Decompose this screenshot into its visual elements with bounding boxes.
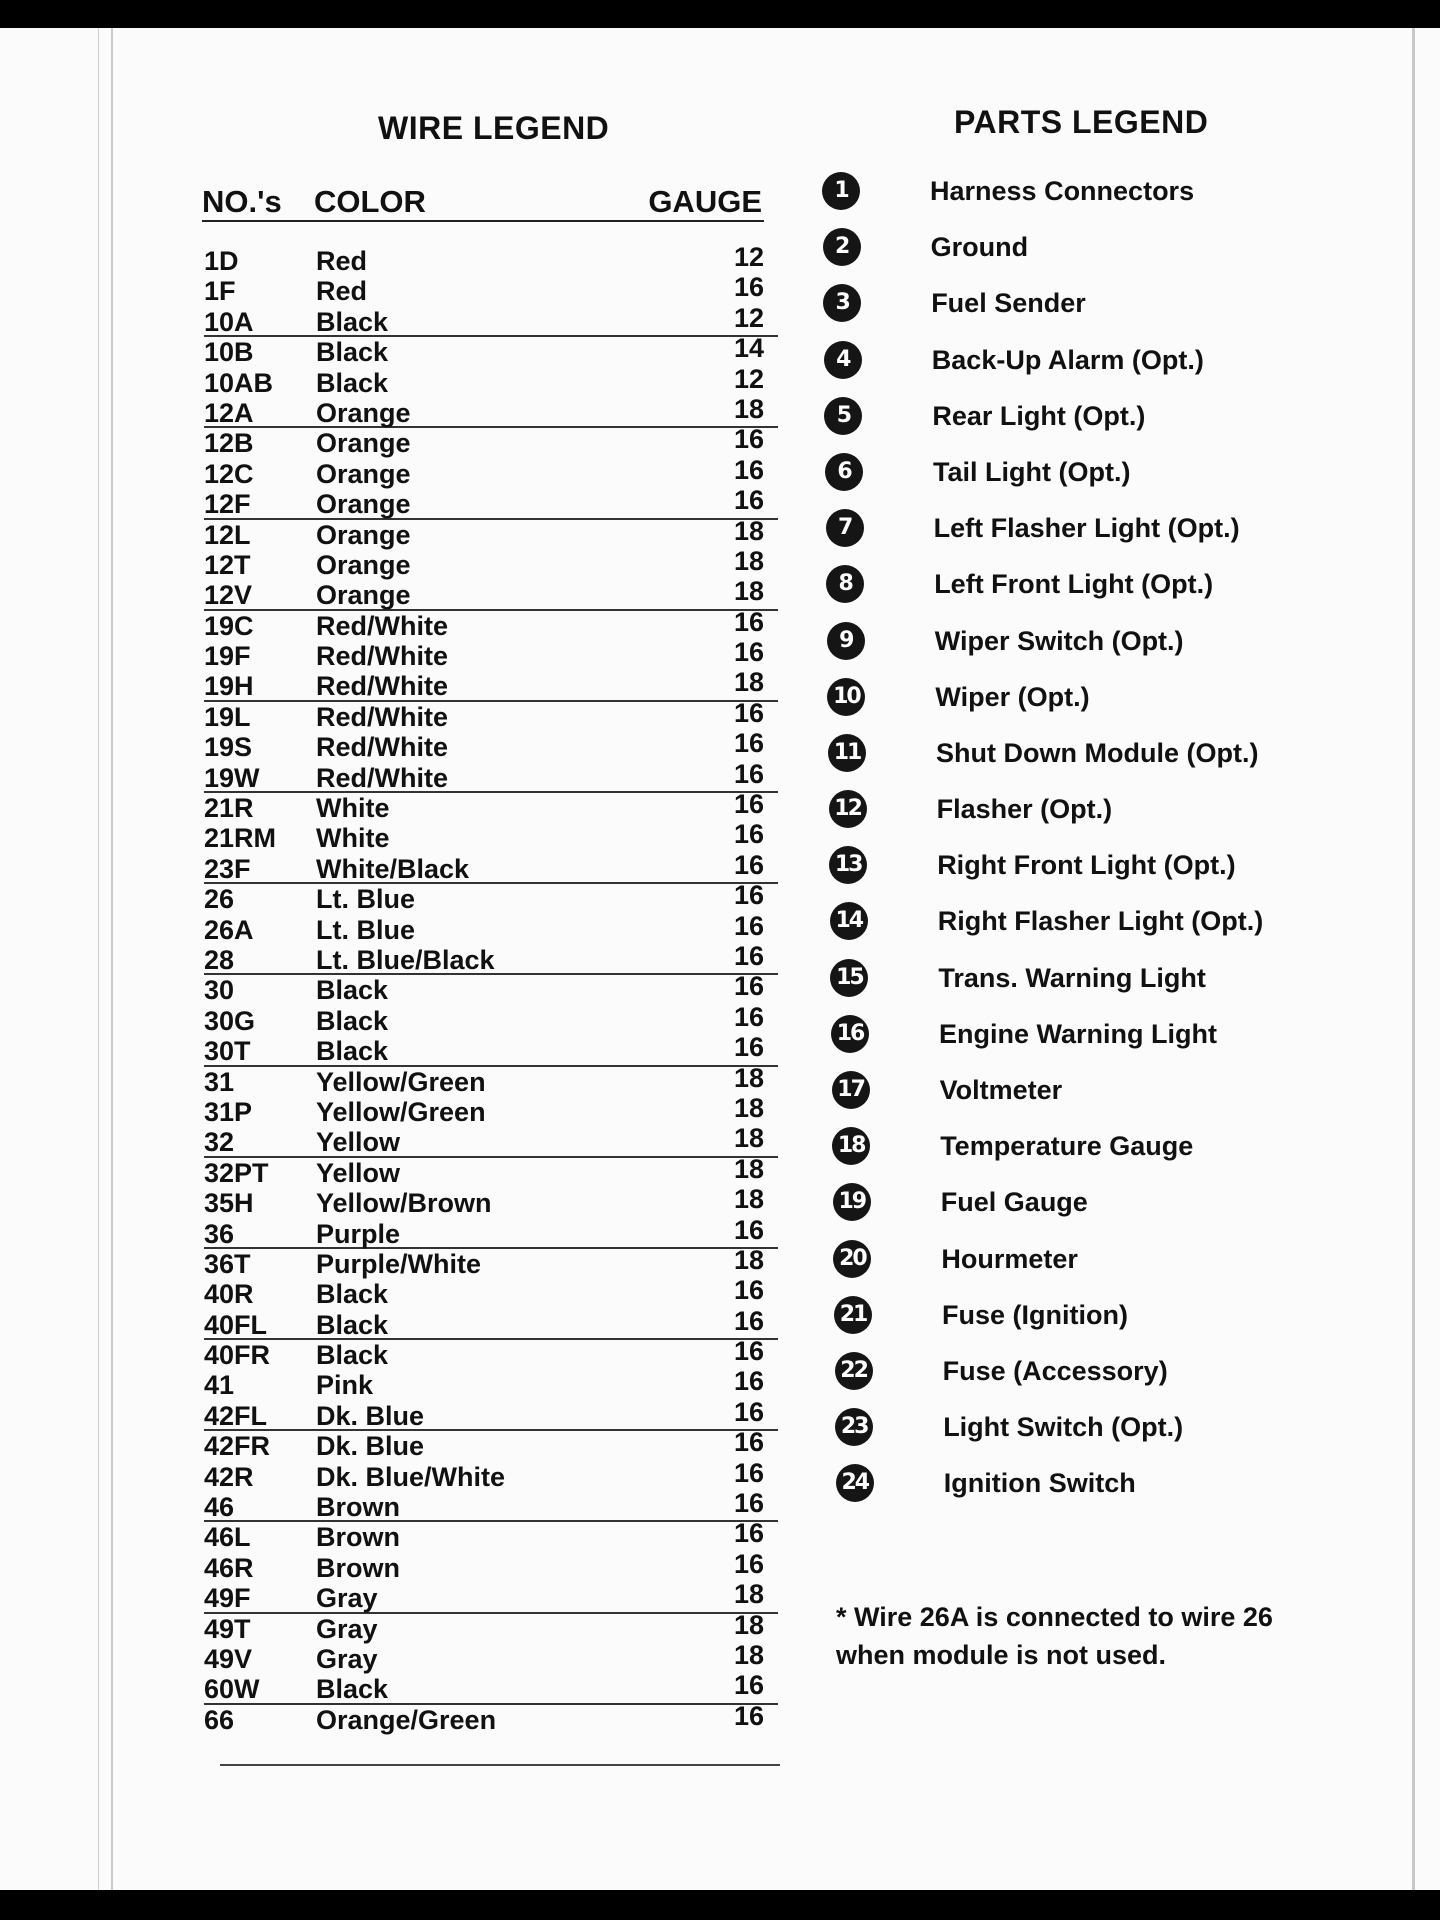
list-item	[829, 790, 1382, 846]
wire-color-cell: Yellow/Brown	[316, 1188, 492, 1219]
wire-color-cell: Gray	[316, 1613, 378, 1644]
wire-legend-title: WIRE LEGEND	[378, 110, 610, 146]
table-row	[204, 697, 778, 732]
wire-gauge-cell: 16	[733, 849, 764, 880]
wire-color-cell: Yellow/Green	[316, 1066, 486, 1097]
table-row	[204, 1457, 778, 1492]
scan-edge	[1412, 28, 1415, 1890]
table-row	[204, 1670, 778, 1705]
table-row	[204, 272, 778, 307]
wire-color-cell: Orange	[316, 397, 411, 428]
list-item	[836, 1464, 1382, 1520]
header-color: COLOR	[314, 184, 426, 219]
wire-gauge-cell: 16	[733, 1700, 764, 1731]
wire-no-cell: 42FR	[204, 1431, 271, 1462]
part-number-badge: 17	[832, 1071, 870, 1109]
part-label: Fuse (Ignition)	[942, 1299, 1128, 1330]
part-number-badge: 10	[827, 678, 865, 716]
wire-no-cell: 46	[204, 1492, 235, 1523]
part-number-badge: 20	[833, 1240, 871, 1278]
wire-gauge-cell: 12	[733, 302, 764, 333]
wire-gauge-cell: 16	[733, 1518, 764, 1549]
footnote	[836, 1598, 1376, 1674]
part-label: Wiper (Opt.)	[935, 681, 1090, 712]
wire-gauge-cell: 16	[733, 1214, 764, 1245]
part-label: Right Flasher Light (Opt.)	[937, 906, 1264, 937]
list-item	[825, 453, 1382, 509]
wire-no-cell: 10B	[204, 337, 254, 368]
wire-gauge-cell: 16	[733, 1305, 764, 1336]
wire-no-cell: 46L	[204, 1522, 251, 1553]
list-item	[830, 959, 1382, 1015]
wire-gauge-cell: 18	[733, 545, 764, 576]
wire-no-cell: 49F	[204, 1583, 251, 1614]
table-row	[204, 1062, 778, 1097]
part-number-badge: 14	[830, 902, 868, 940]
wire-color-cell: Purple/White	[316, 1248, 482, 1279]
wire-gauge-cell: 16	[733, 1032, 764, 1063]
wire-color-cell: Black	[316, 337, 389, 368]
wire-color-cell: Gray	[316, 1643, 378, 1674]
table-row	[204, 849, 778, 884]
footnote-line: * Wire 26A is connected to wire 26	[836, 1602, 1273, 1632]
part-label: Ignition Switch	[943, 1468, 1136, 1499]
wire-no-cell: 40FL	[204, 1309, 268, 1340]
part-label: Fuse (Accessory)	[942, 1355, 1168, 1386]
part-number-badge: 21	[834, 1296, 872, 1334]
wire-gauge-cell: 12	[733, 363, 764, 394]
table-row	[204, 940, 778, 975]
table-row	[204, 606, 778, 641]
table-row	[204, 1336, 778, 1371]
wire-no-cell: 12C	[204, 458, 254, 489]
wire-gauge-cell: 16	[733, 1427, 764, 1458]
part-number-badge: 19	[833, 1183, 871, 1221]
list-item	[832, 1071, 1382, 1127]
wire-no-cell: 60W	[204, 1674, 260, 1705]
wire-no-cell: 12B	[204, 428, 254, 459]
wire-gauge-cell: 18	[733, 1244, 764, 1275]
wire-gauge-cell: 16	[733, 1366, 764, 1397]
table-row	[204, 789, 778, 824]
wire-no-cell: 10AB	[204, 367, 274, 398]
table-row	[204, 1032, 778, 1067]
list-item	[824, 341, 1382, 397]
part-number-badge: 15	[830, 959, 868, 997]
wire-color-cell: Yellow	[316, 1157, 401, 1188]
table-row	[204, 1396, 778, 1431]
wire-no-cell: 10A	[204, 306, 254, 337]
wire-no-cell: 30T	[204, 1036, 251, 1067]
wire-no-cell: 40R	[204, 1279, 254, 1310]
wire-color-cell: Brown	[316, 1552, 400, 1583]
wire-gauge-cell: 18	[733, 1184, 764, 1215]
wire-color-cell: Orange	[316, 580, 411, 611]
table-row	[204, 363, 778, 398]
list-item	[822, 172, 1382, 228]
table-row	[204, 1092, 778, 1127]
wire-no-cell: 30	[204, 975, 235, 1006]
wire-no-cell: 12A	[204, 397, 254, 428]
wire-color-cell: Dk. Blue	[316, 1431, 425, 1462]
wire-legend-table	[204, 242, 778, 1735]
wire-no-cell: 49V	[204, 1643, 253, 1674]
part-label: Engine Warning Light	[939, 1018, 1217, 1049]
list-item	[832, 1127, 1382, 1183]
table-row	[204, 1366, 778, 1401]
wire-color-cell: Black	[316, 367, 389, 398]
table-row	[204, 1427, 778, 1462]
scan-edge	[98, 28, 99, 1890]
wire-gauge-cell: 18	[733, 1062, 764, 1093]
wire-color-cell: Brown	[316, 1522, 400, 1553]
table-row	[204, 1275, 778, 1310]
part-label: Ground	[930, 232, 1029, 263]
table-row	[204, 424, 778, 459]
part-number-badge: 8	[826, 565, 864, 603]
wire-gauge-cell: 18	[733, 576, 764, 607]
wire-no-cell: 19C	[204, 610, 254, 641]
wire-no-cell: 28	[204, 944, 235, 975]
part-label: Light Switch (Opt.)	[943, 1412, 1184, 1443]
wire-color-cell: Red/White	[316, 641, 448, 672]
wire-color-cell: Orange	[316, 458, 411, 489]
wire-gauge-cell: 16	[733, 454, 764, 485]
part-label: Harness Connectors	[930, 176, 1195, 206]
list-item	[823, 284, 1382, 340]
table-row	[204, 454, 778, 489]
wire-no-cell: 23F	[204, 853, 251, 884]
wire-color-cell: Black	[316, 1005, 389, 1036]
wire-color-cell: Brown	[316, 1492, 400, 1523]
table-row	[204, 1518, 778, 1553]
part-label: Flasher (Opt.)	[936, 794, 1113, 825]
part-label: Wiper Switch (Opt.)	[934, 625, 1184, 656]
list-item	[829, 846, 1382, 902]
part-number-badge: 5	[824, 397, 862, 435]
table-row	[204, 1548, 778, 1583]
part-label: Trans. Warning Light	[938, 962, 1206, 993]
part-number-badge: 11	[828, 734, 866, 772]
part-number-badge: 23	[835, 1408, 873, 1446]
wire-color-cell: Red/White	[316, 671, 448, 702]
wire-gauge-cell: 16	[733, 485, 764, 516]
wire-no-cell: 66	[204, 1704, 235, 1735]
wire-no-cell: 12T	[204, 549, 251, 580]
wire-gauge-cell: 16	[733, 728, 764, 759]
part-number-badge: 16	[831, 1015, 869, 1053]
wire-color-cell: Black	[316, 306, 389, 337]
parts-legend-list	[822, 172, 1382, 1521]
table-row	[204, 667, 778, 702]
wire-gauge-cell: 16	[733, 637, 764, 668]
part-label: Left Front Light (Opt.)	[934, 569, 1214, 600]
part-label: Fuel Gauge	[940, 1187, 1088, 1218]
part-number-badge: 13	[829, 846, 867, 884]
table-row	[204, 1001, 778, 1036]
table-row	[204, 1244, 778, 1279]
wire-color-cell: Black	[316, 1279, 389, 1310]
wire-no-cell: 19W	[204, 762, 260, 793]
wire-no-cell: 40FR	[204, 1340, 271, 1371]
table-row	[204, 758, 778, 793]
wire-gauge-cell: 18	[733, 667, 764, 698]
part-label: Hourmeter	[941, 1243, 1078, 1274]
wire-no-cell: 49T	[204, 1613, 251, 1644]
wire-gauge-cell: 16	[733, 272, 764, 303]
part-number-badge: 2	[823, 228, 861, 266]
wire-no-cell: 32	[204, 1127, 235, 1158]
table-row	[204, 1305, 778, 1340]
part-number-badge: 1	[822, 172, 860, 210]
wire-color-cell: Yellow	[316, 1127, 401, 1158]
wire-gauge-cell: 16	[733, 1396, 764, 1427]
list-item	[827, 678, 1382, 734]
wire-no-cell: 36	[204, 1218, 235, 1249]
wire-no-cell: 21RM	[204, 823, 277, 854]
part-label: Tail Light (Opt.)	[933, 456, 1131, 487]
wire-no-cell: 31P	[204, 1096, 253, 1127]
wire-gauge-cell: 16	[733, 1001, 764, 1032]
wire-no-cell: 26	[204, 884, 235, 915]
list-item	[824, 397, 1382, 453]
parts-legend-title: PARTS LEGEND	[954, 104, 1209, 140]
list-item	[834, 1296, 1382, 1352]
list-item	[833, 1183, 1382, 1239]
table-row	[204, 819, 778, 854]
table-row	[204, 242, 778, 276]
part-label: Shut Down Module (Opt.)	[936, 737, 1259, 768]
part-number-badge: 12	[829, 790, 867, 828]
wire-color-cell: Lt. Blue	[316, 884, 415, 915]
wire-no-cell: 32PT	[204, 1157, 269, 1188]
wire-gauge-cell: 16	[733, 1275, 764, 1306]
wire-no-cell: 19F	[204, 641, 251, 672]
part-number-badge: 22	[835, 1352, 873, 1390]
wire-color-cell: Black	[316, 1036, 389, 1067]
table-row	[204, 1123, 778, 1158]
wire-gauge-cell: 16	[733, 880, 764, 911]
wire-gauge-cell: 18	[733, 515, 764, 546]
wire-no-cell: 26A	[204, 914, 254, 945]
wire-no-cell: 19S	[204, 732, 253, 763]
header-no: NO.'s	[202, 184, 282, 219]
wire-color-cell: Dk. Blue/White	[316, 1461, 506, 1492]
list-item	[835, 1408, 1382, 1464]
wire-color-cell: Gray	[316, 1583, 378, 1614]
wire-color-cell: Orange	[316, 549, 411, 580]
wire-color-cell: Orange	[316, 428, 411, 459]
wire-no-cell: 31	[204, 1066, 235, 1097]
wire-legend-header	[202, 176, 764, 222]
wire-no-cell: 36T	[204, 1248, 251, 1279]
wire-no-cell: 19L	[204, 701, 251, 732]
part-label: Temperature Gauge	[940, 1131, 1194, 1162]
wire-gauge-cell: 18	[733, 1639, 764, 1670]
wire-color-cell: Red/White	[316, 762, 448, 793]
list-item	[827, 622, 1382, 678]
list-item	[833, 1240, 1382, 1296]
wire-color-cell: Yellow/Green	[316, 1096, 486, 1127]
wire-gauge-cell: 16	[733, 1488, 764, 1519]
wire-gauge-cell: 16	[733, 819, 764, 850]
wire-color-cell: Lt. Blue/Black	[316, 944, 495, 975]
wire-no-cell: 19H	[204, 671, 254, 702]
wire-color-cell: Black	[316, 1674, 389, 1705]
footnote-line: when module is not used.	[836, 1640, 1167, 1670]
wire-color-cell: Red/White	[316, 610, 448, 641]
list-item	[828, 734, 1382, 790]
list-item	[823, 228, 1382, 284]
wire-gauge-cell: 16	[733, 1457, 764, 1488]
wire-no-cell: 12V	[204, 580, 253, 611]
list-item	[830, 902, 1382, 958]
wire-gauge-cell: 16	[733, 1548, 764, 1579]
wire-color-cell: Orange/Green	[316, 1704, 497, 1735]
wire-no-cell: 1D	[204, 246, 239, 276]
table-row	[204, 333, 778, 368]
table-row	[204, 1700, 778, 1735]
wire-gauge-cell: 18	[733, 1123, 764, 1154]
wire-color-cell: Lt. Blue	[316, 914, 415, 945]
part-number-badge: 7	[826, 509, 864, 547]
part-label: Rear Light (Opt.)	[932, 400, 1146, 431]
table-row	[204, 576, 778, 611]
wire-no-cell: 12F	[204, 489, 251, 520]
wire-gauge-cell: 16	[733, 758, 764, 789]
table-row	[204, 1639, 778, 1674]
wire-gauge-cell: 12	[733, 242, 764, 272]
part-number-badge: 18	[832, 1127, 870, 1165]
wire-no-cell: 35H	[204, 1188, 254, 1219]
table-row	[204, 728, 778, 763]
list-item	[826, 509, 1382, 565]
wire-color-cell: Dk. Blue	[316, 1400, 425, 1431]
wire-color-cell: Black	[316, 975, 389, 1006]
table-row	[204, 302, 778, 337]
scan-edge	[111, 28, 113, 1890]
wire-color-cell: Orange	[316, 489, 411, 520]
part-label: Left Flasher Light (Opt.)	[933, 513, 1240, 544]
part-number-badge: 24	[836, 1464, 874, 1502]
part-number-badge: 6	[825, 453, 863, 491]
wire-no-cell: 12L	[204, 519, 251, 550]
table-row	[204, 1184, 778, 1219]
wire-no-cell: 46R	[204, 1552, 254, 1583]
part-label: Right Front Light (Opt.)	[937, 850, 1236, 881]
table-row	[204, 1153, 778, 1188]
wire-no-cell: 42FL	[204, 1400, 268, 1431]
wire-gauge-cell: 16	[733, 789, 764, 820]
wire-gauge-cell: 16	[733, 697, 764, 728]
wire-gauge-cell: 16	[733, 424, 764, 455]
wire-no-cell: 21R	[204, 793, 254, 824]
part-label: Fuel Sender	[931, 288, 1086, 319]
table-row	[204, 1488, 778, 1523]
wire-gauge-cell: 14	[733, 333, 764, 364]
table-row	[204, 515, 778, 550]
wire-gauge-cell: 18	[733, 1609, 764, 1640]
table-row	[204, 1579, 778, 1614]
table-row	[204, 1214, 778, 1249]
divider	[220, 1764, 780, 1766]
wire-color-cell: Purple	[316, 1218, 401, 1249]
wire-color-cell: Black	[316, 1340, 389, 1371]
wire-gauge-cell: 16	[733, 1336, 764, 1367]
wire-no-cell: 42R	[204, 1461, 254, 1492]
table-row	[204, 1609, 778, 1644]
wire-gauge-cell: 16	[733, 971, 764, 1002]
wire-gauge-cell: 16	[733, 910, 764, 941]
table-row	[204, 880, 778, 915]
wire-no-cell: 30G	[204, 1005, 256, 1036]
table-row	[204, 393, 778, 428]
table-row	[204, 485, 778, 520]
wire-color-cell: Red	[316, 246, 368, 276]
list-item	[826, 565, 1382, 621]
part-label: Back-Up Alarm (Opt.)	[931, 344, 1204, 375]
wire-gauge-cell: 16	[733, 940, 764, 971]
wire-color-cell: Red	[316, 276, 368, 307]
list-item	[831, 1015, 1382, 1071]
part-number-badge: 4	[824, 341, 862, 379]
wire-color-cell: Black	[316, 1309, 389, 1340]
wire-color-cell: White	[316, 823, 390, 854]
wire-gauge-cell: 18	[733, 1579, 764, 1610]
wire-gauge-cell: 16	[733, 1670, 764, 1701]
part-number-badge: 9	[827, 622, 865, 660]
wire-gauge-cell: 18	[733, 393, 764, 424]
wire-color-cell: White/Black	[316, 853, 470, 884]
table-row	[204, 637, 778, 672]
wire-gauge-cell: 18	[733, 1092, 764, 1123]
wire-gauge-cell: 16	[733, 606, 764, 637]
wire-no-cell: 1F	[204, 276, 236, 307]
scanned-page	[0, 28, 1440, 1890]
header-gauge: GAUGE	[648, 184, 762, 219]
part-number-badge: 3	[823, 284, 861, 322]
table-row	[204, 910, 778, 945]
wire-no-cell: 41	[204, 1370, 235, 1401]
wire-color-cell: Red/White	[316, 732, 448, 763]
table-row	[204, 971, 778, 1006]
part-label: Voltmeter	[939, 1075, 1063, 1105]
wire-gauge-cell: 18	[733, 1153, 764, 1184]
list-item	[835, 1352, 1382, 1408]
wire-color-cell: Pink	[316, 1370, 374, 1401]
table-row	[204, 545, 778, 580]
wire-color-cell: Red/White	[316, 701, 448, 732]
wire-color-cell: White	[316, 793, 390, 824]
wire-color-cell: Orange	[316, 519, 411, 550]
